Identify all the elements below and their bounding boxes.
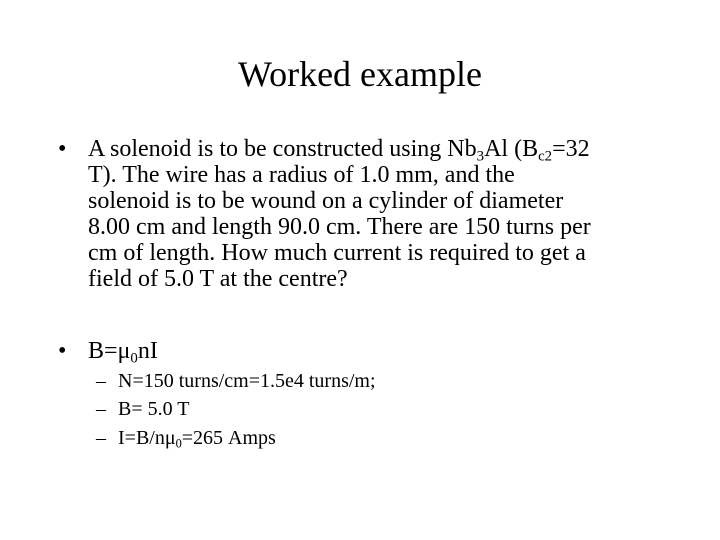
bullet-marker: •	[58, 136, 67, 162]
text-segment: A solenoid is to be constructed using Nb	[88, 136, 477, 162]
text-segment: B=μ	[88, 338, 131, 364]
text-segment: =32	[552, 136, 590, 162]
dash-marker: –	[96, 427, 106, 449]
bullet-line-5: cm of length. How much current is required to get a	[88, 240, 586, 266]
subscript: 3	[476, 148, 485, 165]
dash-marker: –	[96, 398, 106, 420]
bullet-line-2: T). The wire has a radius of 1.0 mm, and the	[88, 162, 515, 188]
bullet-line-6: field of 5.0 T at the centre?	[88, 266, 348, 292]
sub-item-text	[118, 427, 276, 449]
text-segment: nI	[137, 338, 158, 364]
subscript: c2	[538, 148, 553, 165]
bullet-text	[88, 136, 591, 292]
subscript: 0	[130, 350, 138, 367]
text-segment: I=B/nμ	[118, 427, 176, 449]
dash-marker: –	[96, 370, 106, 392]
text-segment: Al (B	[484, 136, 539, 162]
sub-item-text: B= 5.0 T	[118, 398, 190, 420]
bullet-line-1	[88, 136, 591, 165]
bullet-text	[88, 338, 158, 367]
bullet-line-3: solenoid is to be wound on a cylinder of diameter	[88, 188, 564, 214]
bullet-line-4: 8.00 cm and length 90.0 cm. There are 150 turns per	[88, 214, 591, 240]
bullet-marker: •	[58, 338, 67, 364]
sub-item-text: N=150 turns/cm=1.5e4 turns/m;	[118, 370, 376, 392]
slide-title: Worked example	[237, 54, 482, 94]
subscript: 0	[175, 436, 182, 451]
text-segment: =265 Amps	[181, 427, 276, 449]
